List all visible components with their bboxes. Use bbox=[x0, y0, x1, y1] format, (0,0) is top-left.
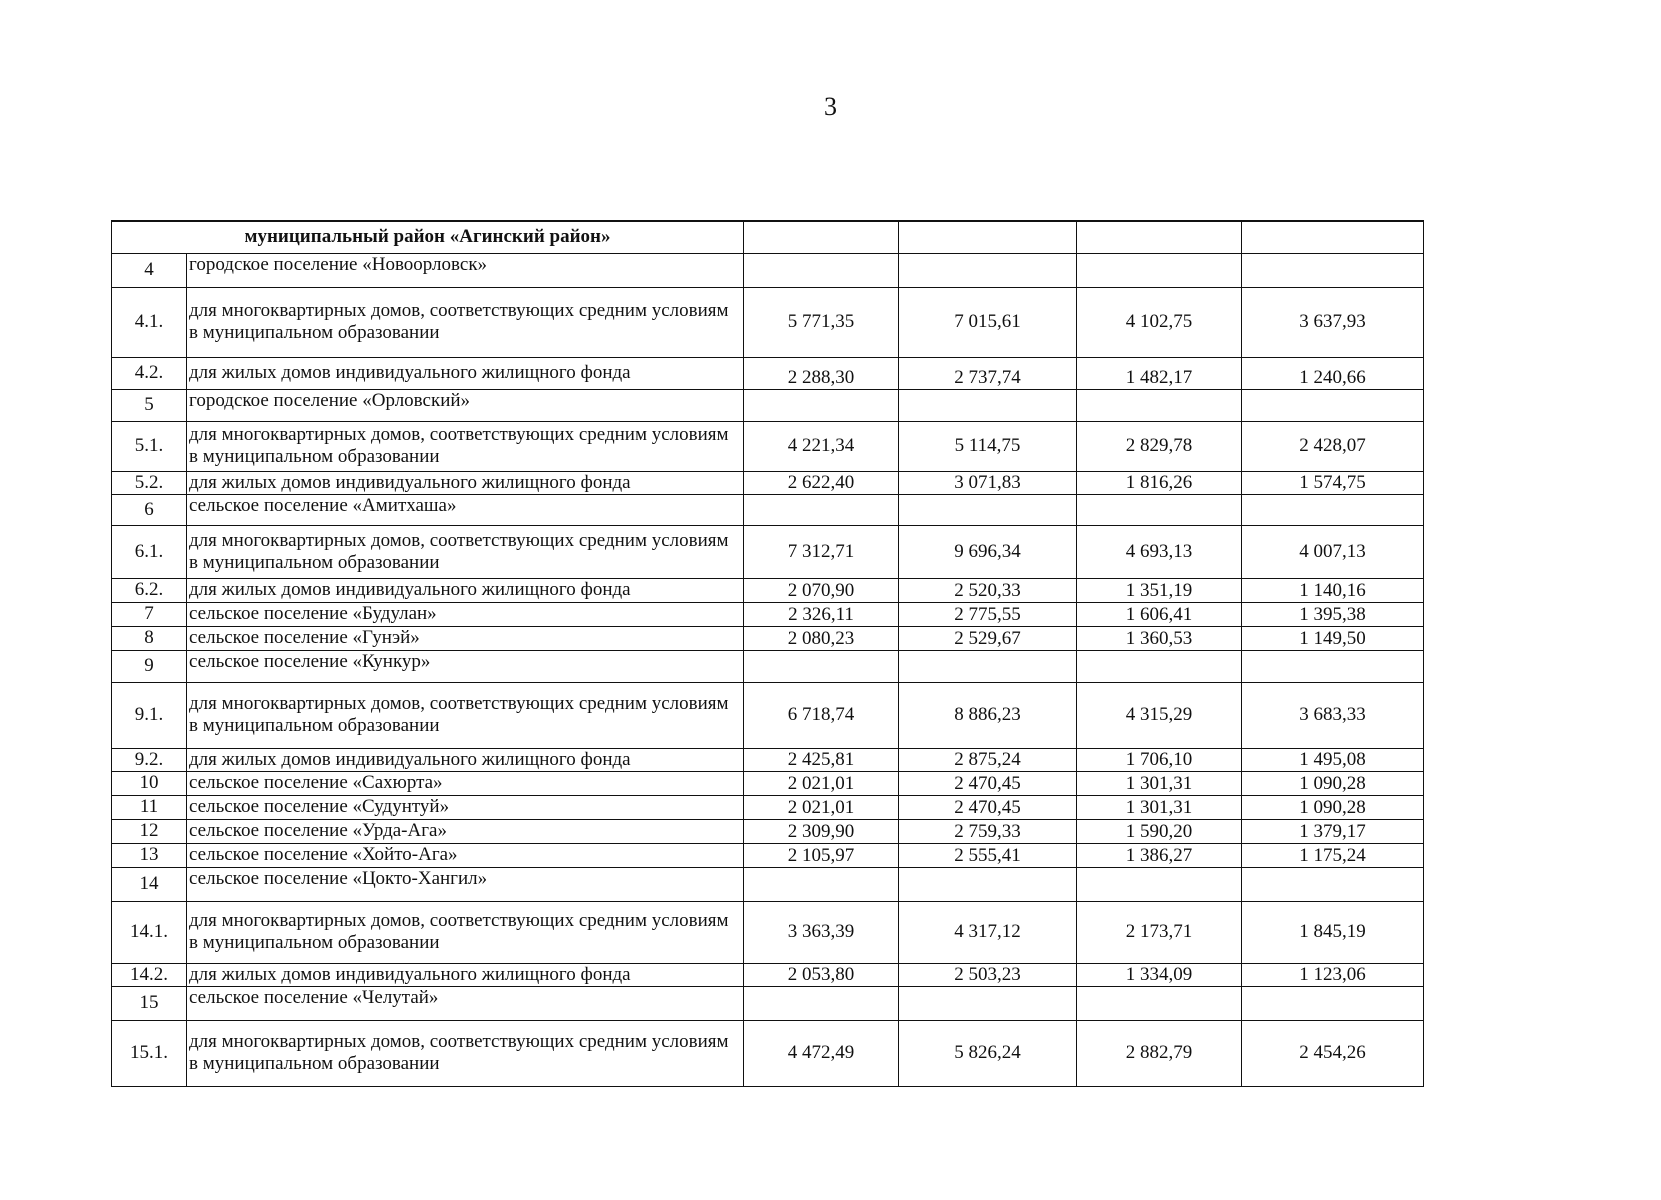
table-row bbox=[112, 525, 1424, 578]
value-cell-col4: 1 175,24 bbox=[1242, 843, 1424, 867]
value-cell-col2 bbox=[899, 253, 1077, 287]
row-description: сельское поселение «Судунтуй» bbox=[187, 795, 744, 819]
value-cell-col4: 1 395,38 bbox=[1242, 602, 1424, 626]
value-cell-col3: 1 351,19 bbox=[1077, 578, 1242, 602]
row-number: 9.1. bbox=[112, 682, 187, 748]
value-cell-col1: 4 472,49 bbox=[744, 1020, 899, 1086]
row-description: для жилых домов индивидуального жилищного фонда bbox=[187, 357, 744, 389]
row-number: 10 bbox=[112, 771, 187, 795]
section-row bbox=[112, 986, 1424, 1020]
value-cell-col4 bbox=[1242, 986, 1424, 1020]
table-row bbox=[112, 682, 1424, 748]
value-cell-col4: 1 090,28 bbox=[1242, 771, 1424, 795]
value-cell-col2: 2 555,41 bbox=[899, 843, 1077, 867]
value-cell-col1: 5 771,35 bbox=[744, 287, 899, 357]
value-cell-col1 bbox=[744, 867, 899, 901]
value-cell-col2 bbox=[899, 389, 1077, 421]
row-description: для многоквартирных домов, соответствующих средним условиям в муниципальном образовании bbox=[187, 1020, 744, 1086]
value-cell-col3: 4 693,13 bbox=[1077, 525, 1242, 578]
value-cell-col2: 2 470,45 bbox=[899, 771, 1077, 795]
table-row bbox=[112, 843, 1424, 867]
section-row bbox=[112, 389, 1424, 421]
value-cell-col4: 1 495,08 bbox=[1242, 748, 1424, 771]
value-cell-col2 bbox=[899, 494, 1077, 525]
row-number: 13 bbox=[112, 843, 187, 867]
district-title: муниципальный район «Агинский район» bbox=[112, 221, 744, 253]
value-cell-col3 bbox=[1077, 867, 1242, 901]
value-cell-col1 bbox=[744, 650, 899, 682]
value-cell-col4: 1 090,28 bbox=[1242, 795, 1424, 819]
value-cell-col2: 5 826,24 bbox=[899, 1020, 1077, 1086]
table-row bbox=[112, 963, 1424, 986]
value-cell-col1 bbox=[744, 494, 899, 525]
value-cell-col4: 1 240,66 bbox=[1242, 357, 1424, 389]
row-description: для многоквартирных домов, соответствующих средним условиям в муниципальном образовании bbox=[187, 525, 744, 578]
row-number: 8 bbox=[112, 626, 187, 650]
value-cell-col3: 1 301,31 bbox=[1077, 771, 1242, 795]
value-cell-col1 bbox=[744, 986, 899, 1020]
value-cell-col1: 2 425,81 bbox=[744, 748, 899, 771]
value-cell-col3: 1 386,27 bbox=[1077, 843, 1242, 867]
value-cell-col4 bbox=[1242, 494, 1424, 525]
row-description: для жилых домов индивидуального жилищного фонда bbox=[187, 578, 744, 602]
value-cell-col4: 1 845,19 bbox=[1242, 901, 1424, 963]
section-row bbox=[112, 867, 1424, 901]
header-blank-cell bbox=[899, 221, 1077, 253]
row-number: 15.1. bbox=[112, 1020, 187, 1086]
header-blank-cell bbox=[1077, 221, 1242, 253]
row-number: 14.2. bbox=[112, 963, 187, 986]
value-cell-col4: 1 123,06 bbox=[1242, 963, 1424, 986]
table-row bbox=[112, 357, 1424, 389]
table-row bbox=[112, 421, 1424, 471]
value-cell-col3: 1 706,10 bbox=[1077, 748, 1242, 771]
row-number: 12 bbox=[112, 819, 187, 843]
table-row bbox=[112, 578, 1424, 602]
row-description: сельское поселение «Гунэй» bbox=[187, 626, 744, 650]
value-cell-col3: 1 590,20 bbox=[1077, 819, 1242, 843]
value-cell-col3: 2 829,78 bbox=[1077, 421, 1242, 471]
row-description: сельское поселение «Сахюрта» bbox=[187, 771, 744, 795]
section-row bbox=[112, 253, 1424, 287]
value-cell-col1: 2 021,01 bbox=[744, 795, 899, 819]
value-cell-col3 bbox=[1077, 253, 1242, 287]
table-row bbox=[112, 819, 1424, 843]
row-number: 6.1. bbox=[112, 525, 187, 578]
row-number: 11 bbox=[112, 795, 187, 819]
settlement-name: городское поселение «Новоорловск» bbox=[187, 253, 744, 287]
value-cell-col4 bbox=[1242, 253, 1424, 287]
value-cell-col4: 3 637,93 bbox=[1242, 287, 1424, 357]
table-row bbox=[112, 1020, 1424, 1086]
row-number: 7 bbox=[112, 602, 187, 626]
section-row bbox=[112, 650, 1424, 682]
value-cell-col2: 8 886,23 bbox=[899, 682, 1077, 748]
value-cell-col1: 2 080,23 bbox=[744, 626, 899, 650]
row-description: для жилых домов индивидуального жилищного фонда bbox=[187, 748, 744, 771]
value-cell-col1 bbox=[744, 253, 899, 287]
value-cell-col4: 3 683,33 bbox=[1242, 682, 1424, 748]
table-row bbox=[112, 901, 1424, 963]
value-cell-col1: 2 622,40 bbox=[744, 471, 899, 494]
value-cell-col1: 2 105,97 bbox=[744, 843, 899, 867]
value-cell-col2: 2 737,74 bbox=[899, 357, 1077, 389]
value-cell-col3: 1 606,41 bbox=[1077, 602, 1242, 626]
row-number: 4 bbox=[112, 253, 187, 287]
row-number: 4.1. bbox=[112, 287, 187, 357]
value-cell-col1: 2 326,11 bbox=[744, 602, 899, 626]
value-cell-col2: 2 503,23 bbox=[899, 963, 1077, 986]
settlement-name: городское поселение «Орловский» bbox=[187, 389, 744, 421]
value-cell-col4: 2 428,07 bbox=[1242, 421, 1424, 471]
row-number: 14.1. bbox=[112, 901, 187, 963]
row-number: 5.1. bbox=[112, 421, 187, 471]
value-cell-col1 bbox=[744, 389, 899, 421]
value-cell-col2: 7 015,61 bbox=[899, 287, 1077, 357]
table-row bbox=[112, 626, 1424, 650]
row-description: для многоквартирных домов, соответствующих средним условиям в муниципальном образовании bbox=[187, 421, 744, 471]
table-row bbox=[112, 602, 1424, 626]
row-number: 4.2. bbox=[112, 357, 187, 389]
row-number: 9.2. bbox=[112, 748, 187, 771]
district-header-row bbox=[112, 221, 1424, 253]
value-cell-col1: 6 718,74 bbox=[744, 682, 899, 748]
value-cell-col1: 2 309,90 bbox=[744, 819, 899, 843]
table-row bbox=[112, 287, 1424, 357]
value-cell-col2 bbox=[899, 867, 1077, 901]
value-cell-col2: 2 529,67 bbox=[899, 626, 1077, 650]
value-cell-col3: 1 334,09 bbox=[1077, 963, 1242, 986]
value-cell-col4: 1 140,16 bbox=[1242, 578, 1424, 602]
value-cell-col1: 2 053,80 bbox=[744, 963, 899, 986]
settlement-name: сельское поселение «Челутай» bbox=[187, 986, 744, 1020]
value-cell-col2: 9 696,34 bbox=[899, 525, 1077, 578]
value-cell-col1: 2 021,01 bbox=[744, 771, 899, 795]
header-blank-cell bbox=[1242, 221, 1424, 253]
row-description: для многоквартирных домов, соответствующих средним условиям в муниципальном образовании bbox=[187, 287, 744, 357]
settlement-name: сельское поселение «Кункур» bbox=[187, 650, 744, 682]
value-cell-col3 bbox=[1077, 986, 1242, 1020]
value-cell-col3 bbox=[1077, 389, 1242, 421]
value-cell-col2: 2 520,33 bbox=[899, 578, 1077, 602]
table-row bbox=[112, 748, 1424, 771]
value-cell-col2: 2 775,55 bbox=[899, 602, 1077, 626]
value-cell-col3: 4 102,75 bbox=[1077, 287, 1242, 357]
value-cell-col2: 3 071,83 bbox=[899, 471, 1077, 494]
value-cell-col2 bbox=[899, 986, 1077, 1020]
value-cell-col1: 2 070,90 bbox=[744, 578, 899, 602]
value-cell-col4: 1 379,17 bbox=[1242, 819, 1424, 843]
row-description: сельское поселение «Хойто-Ага» bbox=[187, 843, 744, 867]
value-cell-col4: 4 007,13 bbox=[1242, 525, 1424, 578]
value-cell-col3: 1 301,31 bbox=[1077, 795, 1242, 819]
row-description: для жилых домов индивидуального жилищного фонда bbox=[187, 471, 744, 494]
value-cell-col3 bbox=[1077, 650, 1242, 682]
row-description: для многоквартирных домов, соответствующих средним условиям в муниципальном образовании bbox=[187, 682, 744, 748]
value-cell-col4: 1 149,50 bbox=[1242, 626, 1424, 650]
value-cell-col3: 2 173,71 bbox=[1077, 901, 1242, 963]
value-cell-col1: 2 288,30 bbox=[744, 357, 899, 389]
table-row bbox=[112, 471, 1424, 494]
value-cell-col4 bbox=[1242, 650, 1424, 682]
row-description: для многоквартирных домов, соответствующих средним условиям в муниципальном образовании bbox=[187, 901, 744, 963]
row-description: сельское поселение «Урда-Ага» bbox=[187, 819, 744, 843]
value-cell-col3: 2 882,79 bbox=[1077, 1020, 1242, 1086]
value-cell-col2: 2 470,45 bbox=[899, 795, 1077, 819]
settlement-name: сельское поселение «Амитхаша» bbox=[187, 494, 744, 525]
row-number: 6.2. bbox=[112, 578, 187, 602]
row-description: сельское поселение «Будулан» bbox=[187, 602, 744, 626]
value-cell-col4 bbox=[1242, 867, 1424, 901]
page-number: 3 bbox=[824, 92, 837, 121]
value-cell-col2: 2 875,24 bbox=[899, 748, 1077, 771]
row-number: 6 bbox=[112, 494, 187, 525]
value-cell-col1: 7 312,71 bbox=[744, 525, 899, 578]
value-cell-col3 bbox=[1077, 494, 1242, 525]
header-blank-cell bbox=[744, 221, 899, 253]
table-row bbox=[112, 771, 1424, 795]
settlement-name: сельское поселение «Цокто-Хангил» bbox=[187, 867, 744, 901]
value-cell-col2 bbox=[899, 650, 1077, 682]
value-cell-col1: 4 221,34 bbox=[744, 421, 899, 471]
section-row bbox=[112, 494, 1424, 525]
tariff-table bbox=[111, 220, 1424, 1087]
value-cell-col3: 1 482,17 bbox=[1077, 357, 1242, 389]
value-cell-col2: 5 114,75 bbox=[899, 421, 1077, 471]
row-number: 9 bbox=[112, 650, 187, 682]
row-description: для жилых домов индивидуального жилищного фонда bbox=[187, 963, 744, 986]
table-row bbox=[112, 795, 1424, 819]
row-number: 5 bbox=[112, 389, 187, 421]
row-number: 5.2. bbox=[112, 471, 187, 494]
value-cell-col4: 2 454,26 bbox=[1242, 1020, 1424, 1086]
value-cell-col1: 3 363,39 bbox=[744, 901, 899, 963]
value-cell-col3: 1 360,53 bbox=[1077, 626, 1242, 650]
value-cell-col3: 1 816,26 bbox=[1077, 471, 1242, 494]
row-number: 15 bbox=[112, 986, 187, 1020]
value-cell-col2: 2 759,33 bbox=[899, 819, 1077, 843]
value-cell-col2: 4 317,12 bbox=[899, 901, 1077, 963]
value-cell-col4 bbox=[1242, 389, 1424, 421]
value-cell-col4: 1 574,75 bbox=[1242, 471, 1424, 494]
value-cell-col3: 4 315,29 bbox=[1077, 682, 1242, 748]
row-number: 14 bbox=[112, 867, 187, 901]
